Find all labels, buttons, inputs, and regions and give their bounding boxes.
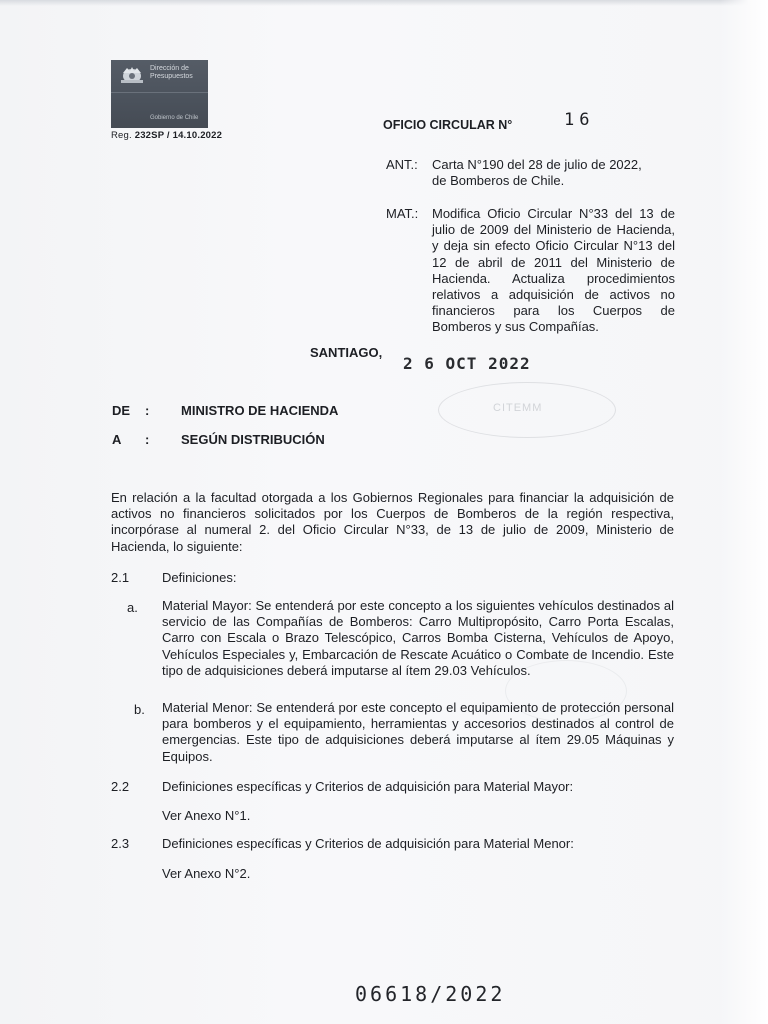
intro-paragraph: En relación a la facultad otorgada a los Gobiernos Regionales para financiar la adquisición de activos no financieros solicitados por los Cuerpos de Bomberos de la región respectiva, incorpórase al numeral 2. del Oficio Circular N°33, de 13 de julio de 2009, Ministerio de Hacienda, lo siguiente: [111, 490, 674, 554]
ant-line: de Bomberos de Chile. [432, 173, 565, 189]
stamp-text: CITEMM [493, 402, 543, 414]
ant-line: Carta N°190 del 28 de julio de 2022, [432, 157, 642, 172]
item-label: a. [127, 600, 138, 615]
dipres-logo [111, 60, 208, 128]
oficio-label: OFICIO CIRCULAR N° [383, 118, 513, 132]
date-stamp: 2 6 OCT 2022 [403, 354, 531, 373]
section-number: 2.3 [111, 836, 130, 851]
item-text-material-menor: Material Menor: Se entenderá por este concepto el equipamiento de protección personal para bomberos y el equipamiento, herramientas y accesorios destinados al control de emergencias. Este tipo de adquisiciones deberá imputarse al ítem 29.05 Máquinas y Equipos. [162, 700, 674, 764]
page-edge [720, 0, 768, 1024]
from-value: MINISTRO DE HACIENDA [181, 403, 339, 418]
logo-org-name [150, 65, 193, 81]
section-title: Definiciones: [162, 570, 237, 585]
logo-line-2: Presupuestos [150, 73, 193, 80]
ant-label: ANT.: [386, 157, 418, 172]
to-colon: : [145, 432, 150, 447]
page-shadow [0, 0, 768, 6]
logo-gov-label: Gobierno de Chile [150, 115, 199, 121]
item-label: b. [134, 702, 145, 717]
logo-line-1: Dirección de [150, 65, 189, 72]
mat-text: Modifica Oficio Circular N°33 del 13 de julio de 2009 del Ministerio de Hacienda, y deja sin efecto Oficio Circular N°13 del 12 de abril de 2011 del Ministerio de Hacienda. Actualiza procedimientos relativos a adquisición de activos no financieros para los Cuerpos de Bomberos y sus Compañías. [432, 206, 675, 335]
ant-text [432, 157, 672, 189]
from-key: DE [112, 403, 131, 418]
item-text-material-mayor: Material Mayor: Se entenderá por este concepto a los siguientes vehículos destinados al servicio de las Compañías de Bomberos: Carro Multipropósito, Carro Porta Escalas, Carro con Escala o Brazo Telescópico, Carros Bomba Cisterna, Vehículos de Apoyo, Vehículos Especiales y, Embarcación de Rescate Acuático o Combate de Incendio. Este tipo de adquisiciones deberá imputarse al ítem 29.03 Vehículos. [162, 598, 674, 678]
registry-value: 232SP / 14.10.2022 [134, 130, 223, 141]
to-value: SEGÚN DISTRIBUCIÓN [181, 432, 325, 447]
section-number: 2.2 [111, 779, 130, 794]
annex-reference: Ver Anexo N°2. [162, 866, 251, 881]
mat-label: MAT.: [386, 206, 419, 221]
coat-of-arms-icon [118, 65, 146, 85]
document-control-number: 06618/2022 [355, 982, 506, 1006]
logo-divider [111, 92, 208, 93]
registry-reference [111, 130, 222, 141]
from-colon: : [145, 403, 150, 418]
to-key: A [112, 432, 122, 447]
section-number: 2.1 [111, 570, 130, 585]
section-title: Definiciones específicas y Criterios de adquisición para Material Mayor: [162, 779, 574, 794]
registry-prefix: Reg. [111, 130, 132, 141]
oficio-number: 16 [564, 110, 595, 130]
section-title: Definiciones específicas y Criterios de adquisición para Material Menor: [162, 836, 574, 851]
place-label: SANTIAGO, [310, 345, 383, 360]
annex-reference: Ver Anexo N°1. [162, 808, 251, 823]
